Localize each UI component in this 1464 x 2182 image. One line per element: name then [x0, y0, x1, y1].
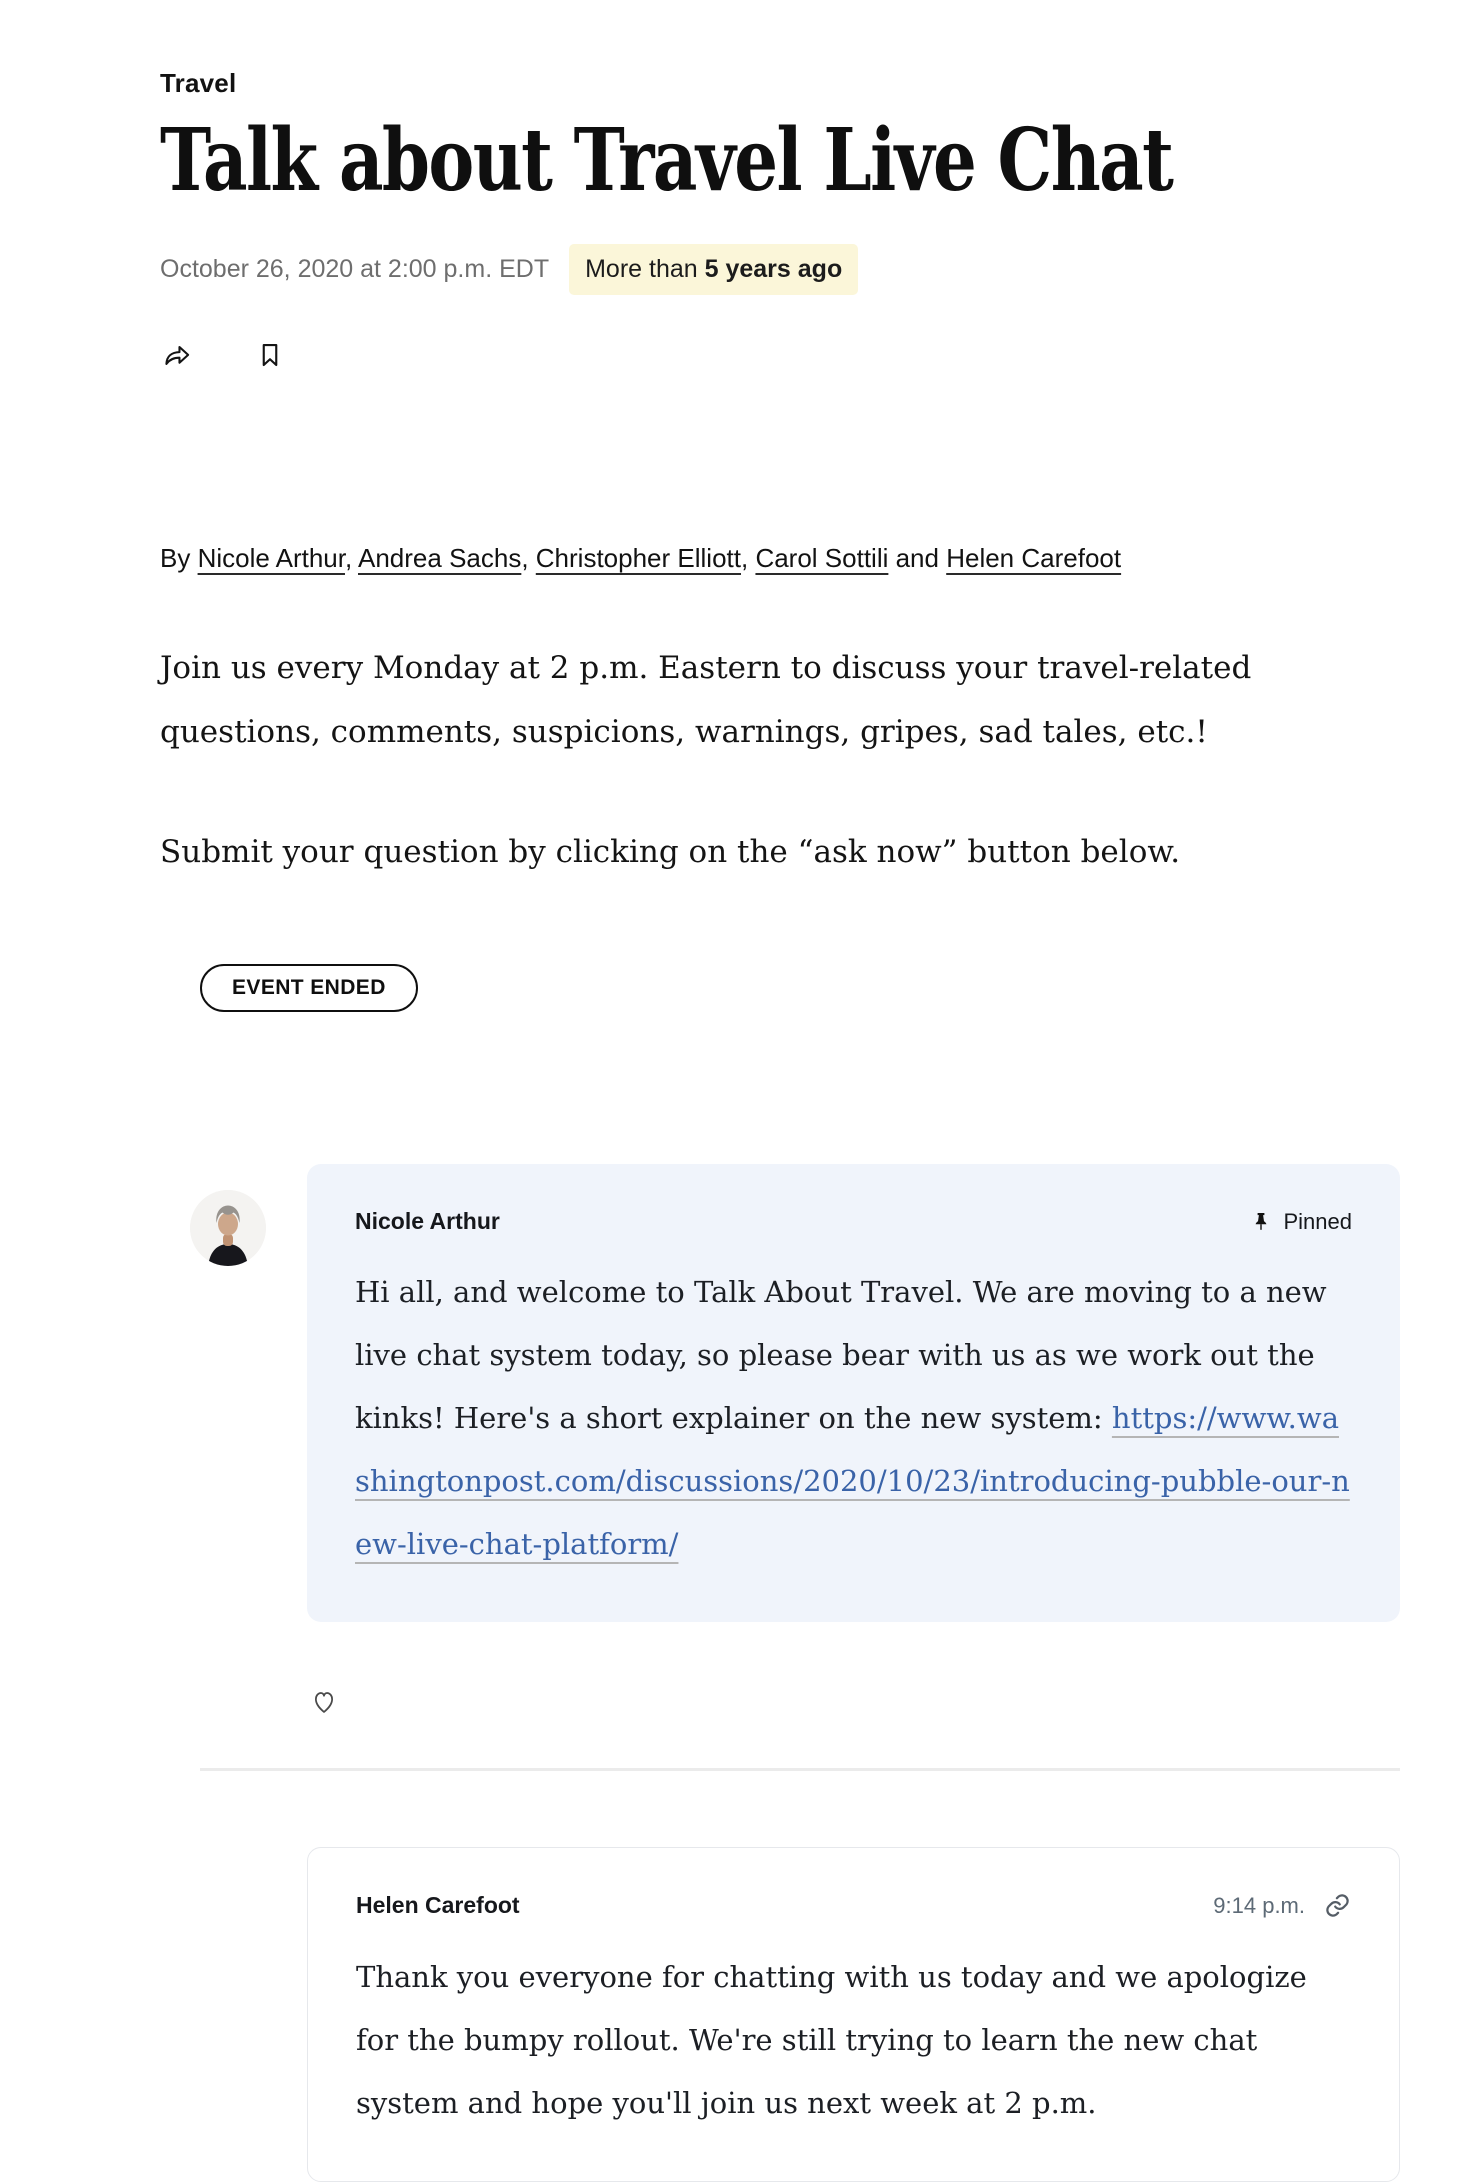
- author-link-helen-carefoot[interactable]: Helen Carefoot: [946, 543, 1122, 574]
- author-link-christopher-elliott[interactable]: Christopher Elliott: [535, 543, 741, 574]
- like-button[interactable]: [308, 1686, 340, 1718]
- message-text: Thank you everyone for chatting with us today and we apologize for the bumpy rollout. We're still trying to learn the new chat system and hope you'll join us next week at 2 p.m.: [356, 1959, 1307, 2120]
- page-title: Talk about Travel Live Chat: [160, 110, 1173, 211]
- author-link-nicole-arthur[interactable]: Nicole Arthur: [197, 543, 345, 574]
- permalink-button[interactable]: [1323, 1892, 1351, 1920]
- bookmark-icon: [255, 340, 285, 370]
- message-timestamp: 9:14 p.m.: [1213, 1892, 1305, 1918]
- publish-date: October 26, 2020 at 2:00 p.m. EDT: [160, 255, 550, 284]
- message-meta: [1213, 1892, 1351, 1920]
- pinned-label: Pinned: [1283, 1208, 1352, 1234]
- message-header: [355, 1208, 1352, 1235]
- article-age-badge: [569, 244, 858, 295]
- byline-separator: ,: [740, 543, 756, 574]
- byline-separator: ,: [344, 543, 358, 574]
- author-link-carol-sottili[interactable]: Carol Sottili: [755, 543, 889, 574]
- article-actions: [160, 339, 1404, 371]
- heart-icon: [309, 1687, 339, 1717]
- bookmark-button[interactable]: [254, 339, 286, 371]
- message-author: Helen Carefoot: [356, 1892, 520, 1919]
- byline: [160, 543, 1404, 574]
- pin-icon: [1249, 1210, 1273, 1234]
- pinned-flag: [1249, 1209, 1352, 1235]
- message-divider: [200, 1768, 1400, 1771]
- chain-link-icon: [1324, 1892, 1351, 1919]
- byline-separator: and: [888, 543, 947, 574]
- message-link[interactable]: https://www.washingtonpost.com/discussions/2020/10/23/introducing-pubble-our-new-live-chat-platform/: [355, 1401, 1350, 1562]
- age-badge-value: 5 years ago: [704, 255, 843, 284]
- submit-paragraph: Submit your question by clicking on the “ask now” button below.: [160, 834, 1181, 871]
- byline-separator: ,: [521, 543, 536, 574]
- age-badge-prefix: More than: [585, 255, 705, 284]
- like-row: [308, 1686, 1400, 1722]
- intro-paragraph: Join us every Monday at 2 p.m. Eastern to discuss your travel-related questions, comments, suspicions, warnings, gripes, sad tales, etc.!: [160, 650, 1252, 751]
- message-text: [355, 1261, 1352, 1576]
- chat-message-pinned: [307, 1164, 1400, 1622]
- message-text-plain: Hi all, and welcome to Talk About Travel. We are moving to a new live chat system today, so please bear with us as we work out the kinks! Here's a short explainer on the new system:: [355, 1275, 1327, 1436]
- message-author: Nicole Arthur: [355, 1208, 500, 1235]
- avatar: [190, 1190, 266, 1266]
- share-button[interactable]: [160, 339, 192, 371]
- live-chat-stream: [200, 1164, 1400, 2182]
- byline-by: By: [160, 543, 198, 574]
- dateline: [160, 244, 1404, 295]
- author-link-andrea-sachs[interactable]: Andrea Sachs: [358, 543, 522, 574]
- message-header: [356, 1892, 1351, 1920]
- article-body: [160, 636, 1410, 884]
- share-icon: [161, 340, 192, 371]
- event-ended-badge: EVENT ENDED: [200, 964, 418, 1012]
- chat-message: [307, 1847, 1400, 2182]
- section-kicker[interactable]: Travel: [160, 68, 237, 98]
